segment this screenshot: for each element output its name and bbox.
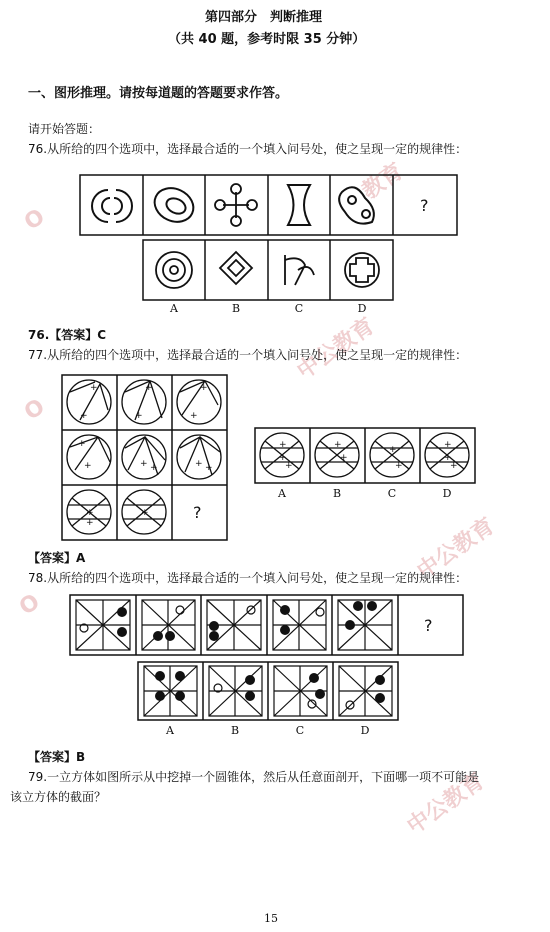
q76-option-label-b: B: [231, 302, 241, 315]
svg-text:+: +: [135, 411, 143, 421]
svg-text:+: +: [86, 518, 94, 528]
page-number: 15: [264, 912, 278, 925]
svg-text:+: +: [389, 445, 397, 455]
svg-text:+: +: [395, 461, 403, 471]
svg-text:+: +: [444, 453, 452, 463]
question-79-text-line2: 该立方体的截面？: [10, 790, 107, 804]
watermark: 中公教育: [412, 513, 500, 585]
watermark: O: [20, 204, 50, 236]
svg-text:+: +: [190, 411, 198, 421]
svg-text:+: +: [334, 440, 342, 450]
svg-text:+: +: [140, 459, 148, 469]
q78-option-label-d: D: [360, 724, 370, 737]
q78-option-label-b: B: [230, 724, 240, 737]
svg-text:+: +: [145, 383, 153, 393]
q78-question-mark: ?: [424, 616, 433, 635]
q76-answer: 76.【答案】C: [28, 328, 107, 342]
question-76-text: 76.从所给的四个选项中，选择最合适的一个填入问号处，使之呈现一定的规律性：: [28, 142, 468, 156]
q77-question-mark: ?: [193, 503, 202, 522]
watermark: O: [15, 589, 45, 621]
svg-text:+: +: [450, 461, 458, 471]
page-title: 第四部分 判断推理: [205, 10, 323, 25]
q76-option-label-d: D: [357, 302, 367, 315]
q77-option-label-d: D: [442, 487, 452, 500]
q76-option-label-a: A: [170, 302, 178, 315]
page-subtitle: （共 40 题，参考时限 35 分钟）: [168, 32, 366, 47]
watermark: 中公教育: [402, 768, 490, 840]
svg-text:+: +: [200, 383, 208, 393]
svg-text:+: +: [86, 508, 94, 518]
section-heading: 一、图形推理。请按每道题的答题要求作答。: [28, 86, 289, 101]
svg-text:+: +: [279, 453, 287, 463]
q76-option-label-c: C: [294, 302, 304, 315]
q77-option-label-b: B: [332, 487, 342, 500]
svg-text:+: +: [80, 411, 88, 421]
question-77-text: 77.从所给的四个选项中，选择最合适的一个填入问号处，使之呈现一定的规律性：: [28, 348, 468, 362]
q76-question-mark: ?: [420, 196, 429, 215]
svg-text:+: +: [150, 463, 158, 473]
svg-text:+: +: [90, 383, 98, 393]
q77-option-label-c: C: [387, 487, 397, 500]
svg-text:+: +: [141, 508, 149, 518]
q78-option-label-a: A: [166, 724, 174, 737]
watermark: 教育: [357, 158, 409, 205]
q77-option-label-a: A: [278, 487, 286, 500]
svg-text:+: +: [279, 440, 287, 450]
watermark: O: [20, 394, 50, 426]
svg-text:+: +: [195, 459, 203, 469]
svg-text:+: +: [285, 461, 293, 471]
q78-option-label-c: C: [295, 724, 305, 737]
q77-answer: 【答案】A: [28, 551, 86, 565]
question-78-text: 78.从所给的四个选项中，选择最合适的一个填入问号处，使之呈现一定的规律性：: [28, 571, 468, 585]
question-79-text-line1: 79.一立方体如图所示从中挖掉一个圆锥体，然后从任意面剖开，下面哪一项不可能是: [28, 770, 480, 784]
svg-text:+: +: [340, 453, 348, 463]
section-intro: 请开始答题：: [28, 122, 101, 136]
watermark: 中公教育: [292, 313, 380, 385]
q78-answer: 【答案】B: [28, 750, 86, 764]
svg-text:+: +: [84, 461, 92, 471]
svg-text:+: +: [78, 439, 86, 449]
svg-text:+: +: [205, 463, 213, 473]
svg-text:+: +: [444, 440, 452, 450]
